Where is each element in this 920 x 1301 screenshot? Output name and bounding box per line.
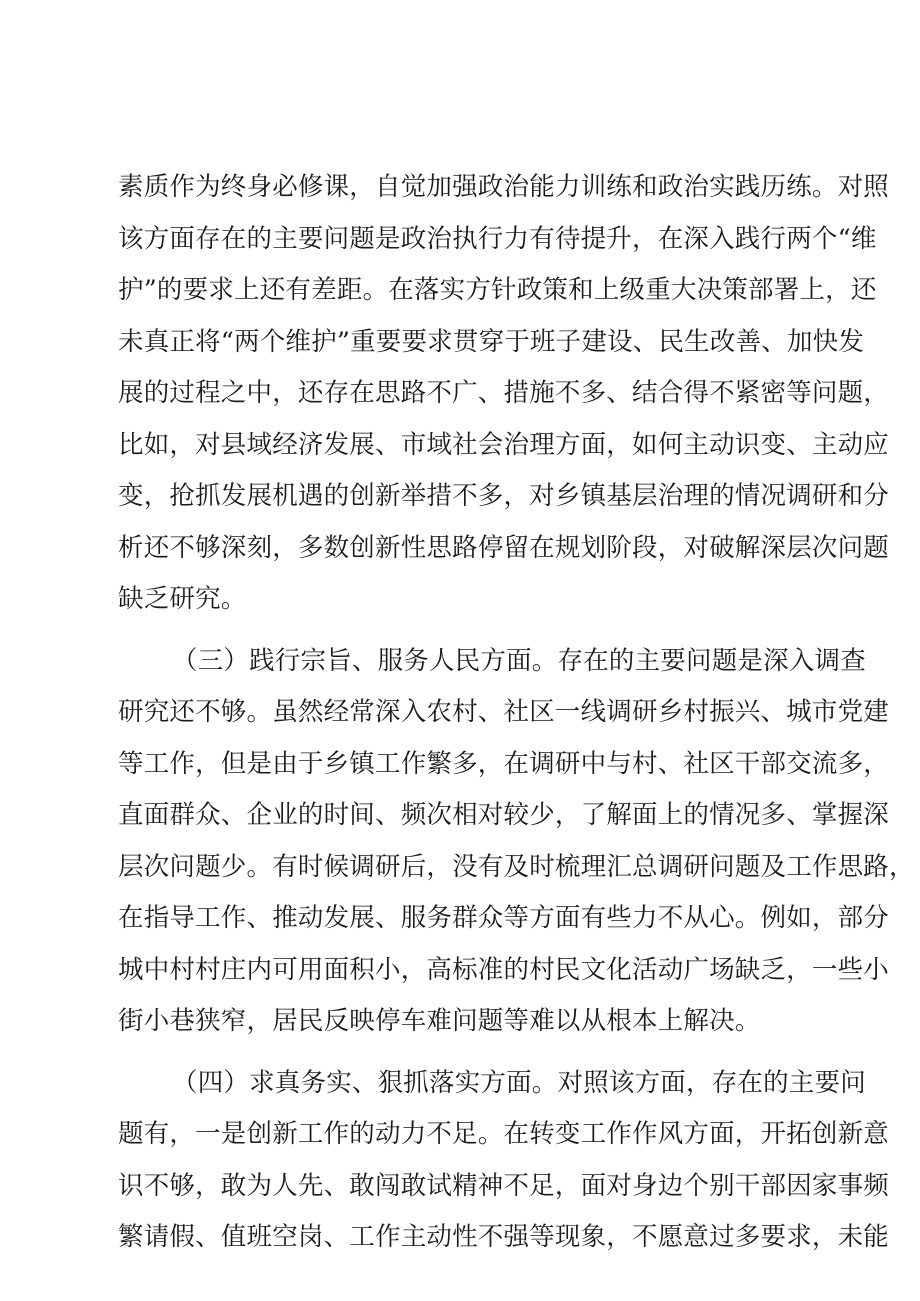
text-line: 缺乏研究。 — [118, 584, 247, 614]
paragraph-gap — [118, 1048, 828, 1058]
text-line: 街小巷狭窄，居民反映停车难问题等难以从根本上解决。 — [118, 1006, 761, 1036]
text-line: 题有，一是创新工作的动力不足。在转变工作作风方面，开拓创新意 — [118, 1119, 890, 1149]
paragraph-political-execution — [118, 162, 890, 626]
text-line: 该方面存在的主要问题是政治执行力有待提升，在深入践行两个“维 — [118, 223, 877, 254]
text-line: 繁请假、值班空岗、工作主动性不强等现象，不愿意过多要求，未能 — [118, 1222, 890, 1252]
paragraph-serve-people — [118, 636, 915, 1048]
paragraph-practical-work — [118, 1058, 890, 1264]
text-line: 素质作为终身必修课，自觉加强政治能力训练和政治实践历练。对照 — [118, 172, 890, 202]
paragraph-heading-line: （三）践行宗旨、服务人民方面。存在的主要问题是深入调查 — [172, 645, 866, 676]
text-line: 等工作，但是由于乡镇工作繁多，在调研中与村、社区干部交流多， — [118, 748, 890, 779]
text-line: 识不够，敢为人先、敢闯敢试精神不足，面对身边个别干部因家事频 — [118, 1170, 890, 1201]
text-line: 直面群众、企业的时间、频次相对较少，了解面上的情况多、掌握深 — [118, 800, 890, 830]
text-line: 析还不够深刻，多数创新性思路停留在规划阶段，对破解深层次问题 — [118, 532, 890, 563]
text-line: 护”的要求上还有差距。在落实方针政策和上级重大决策部署上，还 — [118, 275, 877, 305]
text-line: 未真正将“两个维护”重要要求贯穿于班子建设、民生改善、加快发 — [118, 326, 865, 357]
text-line: 变，抢抓发展机遇的创新举措不多，对乡镇基层治理的情况调研和分 — [118, 481, 890, 511]
text-line: 展的过程之中，还存在思路不广、措施不多、结合得不紧密等问题， — [118, 378, 890, 408]
text-line: 城中村村庄内可用面积小，高标准的村民文化活动广场缺乏，一些小 — [118, 954, 890, 985]
paragraph-gap — [118, 626, 828, 636]
body-text — [118, 162, 915, 1264]
paragraph-heading-line: （四）求真务实、狠抓落实方面。对照该方面，存在的主要问 — [172, 1067, 866, 1098]
text-line: 研究还不够。虽然经常深入农村、社区一线调研乡村振兴、城市党建 — [118, 697, 890, 727]
text-line: 在指导工作、推动发展、服务群众等方面有些力不从心。例如，部分 — [118, 903, 890, 933]
text-line: 层次问题少。有时候调研后，没有及时梳理汇总调研问题及工作思路， — [118, 851, 915, 882]
text-line: 比如，对县域经济发展、市域社会治理方面，如何主动识变、主动应 — [118, 429, 890, 460]
